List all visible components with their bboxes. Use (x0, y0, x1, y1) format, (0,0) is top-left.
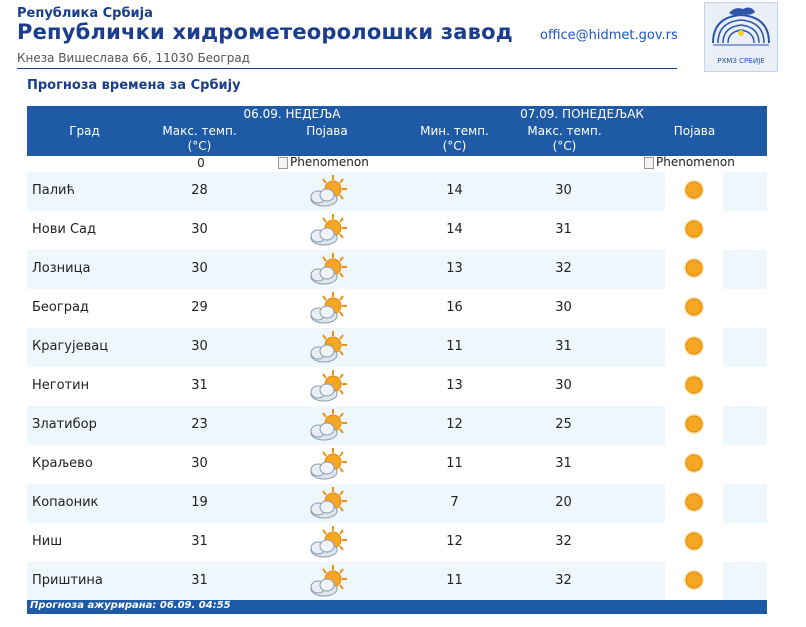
city-name: Златибор (32, 417, 97, 432)
min-temp-day2: 11 (446, 339, 463, 354)
partly-cloudy-icon (307, 524, 349, 560)
city-name: Краљево (32, 456, 93, 471)
sunny-icon (682, 178, 706, 202)
col-header-phenomenon-day1: Појава (306, 124, 348, 138)
partly-cloudy-icon (307, 446, 349, 482)
partly-cloudy-icon (307, 251, 349, 287)
broken-image-alt: Phenomenon (656, 155, 735, 169)
table-row (27, 406, 767, 445)
partly-cloudy-icon (307, 407, 349, 443)
max-temp-day1: 30 (191, 456, 208, 471)
partly-cloudy-icon (307, 329, 349, 365)
min-temp-day2: 16 (446, 300, 463, 315)
col-header-max-temp-day2: Макс. темп. (°C) (527, 124, 602, 153)
sunny-icon (682, 373, 706, 397)
forecast-table (27, 106, 767, 601)
table-row (27, 289, 767, 328)
table-body (27, 172, 767, 601)
max-temp-day1: 30 (191, 339, 208, 354)
page-title: Прогноза времена за Србију (27, 78, 241, 93)
svg-text:РХМЗ СРБИЈЕ: РХМЗ СРБИЈЕ (717, 57, 765, 65)
sunny-icon (682, 451, 706, 475)
max-temp-day2: 31 (555, 456, 572, 471)
max-temp-day1: 31 (191, 378, 208, 393)
min-temp-day2: 14 (446, 222, 463, 237)
update-footer (27, 600, 767, 614)
sunny-icon (682, 412, 706, 436)
col-header-city: Град (69, 124, 100, 138)
city-name: Копаоник (32, 495, 99, 510)
sunny-icon (682, 568, 706, 592)
city-name: Нови Сад (32, 222, 97, 237)
max-temp-day2: 32 (555, 573, 572, 588)
institute-name[interactable]: Републички хидрометеоролошки завод (17, 20, 513, 44)
city-name: Палић (32, 183, 75, 198)
max-temp-day1: 29 (191, 300, 208, 315)
broken-image-day2 (644, 155, 735, 169)
partly-cloudy-icon (307, 485, 349, 521)
max-temp-day1: 23 (191, 417, 208, 432)
address-text: Кнеза Вишеслава 66, 11030 Београд (17, 51, 250, 65)
col-header-phenomenon-day2: Појава (673, 124, 716, 138)
table-row (27, 523, 767, 562)
min-temp-day2: 14 (446, 183, 463, 198)
max-temp-day2: 30 (555, 300, 572, 315)
table-row (27, 445, 767, 484)
sunny-icon (682, 295, 706, 319)
partly-cloudy-icon (307, 563, 349, 599)
max-temp-day1: 30 (191, 222, 208, 237)
table-row (27, 250, 767, 289)
partly-cloudy-icon (307, 173, 349, 209)
max-temp-day1: 31 (191, 573, 208, 588)
date-header-day1: 06.09. НЕДЕЉА (243, 107, 341, 121)
broken-image-icon (278, 157, 288, 169)
city-name: Лозница (32, 261, 91, 276)
table-row (27, 562, 767, 601)
table-row (27, 172, 767, 211)
city-name: Ниш (32, 534, 63, 549)
max-temp-day1: 28 (191, 183, 208, 198)
sunny-icon (682, 217, 706, 241)
sunny-icon (682, 529, 706, 553)
sunny-icon (682, 334, 706, 358)
col-header-min-temp-day2: Мин. темп. (°C) (420, 124, 489, 153)
partly-cloudy-icon (307, 368, 349, 404)
table-row (27, 367, 767, 406)
table-row (27, 484, 767, 523)
update-text: Прогноза ажурирана: 06.09. 04:55 (30, 600, 231, 611)
max-temp-day2: 25 (555, 417, 572, 432)
min-temp-day2: 11 (446, 456, 463, 471)
min-temp-day2: 13 (446, 261, 463, 276)
table-row (27, 328, 767, 367)
city-name: Крагујевац (32, 339, 109, 354)
max-temp-day2: 30 (555, 183, 572, 198)
min-temp-day2: 12 (446, 534, 463, 549)
sunny-icon (682, 256, 706, 280)
sunny-icon (682, 490, 706, 514)
city-name: Приштина (32, 573, 103, 588)
email-link[interactable]: office@hidmet.gov.rs (540, 28, 678, 43)
date-header-day2: 07.09. ПОНЕДЕЉАК (520, 107, 644, 121)
max-temp-day2: 20 (555, 495, 572, 510)
header-divider (17, 68, 677, 69)
max-temp-day2: 30 (555, 378, 572, 393)
republic-label: Република Србија (17, 6, 153, 21)
aux-row (27, 156, 767, 172)
table-row (27, 211, 767, 250)
city-name: Београд (32, 300, 89, 315)
min-temp-day2: 13 (446, 378, 463, 393)
table-header (27, 106, 767, 156)
aux-zero-value: 0 (197, 156, 205, 170)
min-temp-day2: 12 (446, 417, 463, 432)
max-temp-day2: 31 (555, 222, 572, 237)
broken-image-icon (644, 157, 654, 169)
max-temp-day1: 31 (191, 534, 208, 549)
partly-cloudy-icon (307, 290, 349, 326)
max-temp-day2: 32 (555, 534, 572, 549)
min-temp-day2: 7 (450, 495, 459, 510)
max-temp-day2: 32 (555, 261, 572, 276)
city-name: Неготин (32, 378, 90, 393)
broken-image-alt: Phenomenon (290, 155, 369, 169)
max-temp-day2: 31 (555, 339, 572, 354)
broken-image-day1 (278, 155, 369, 169)
max-temp-day1: 30 (191, 261, 208, 276)
rhmz-logo-icon[interactable] (704, 2, 778, 72)
min-temp-day2: 11 (446, 573, 463, 588)
col-header-max-temp-day1: Макс. темп. (°C) (162, 124, 237, 153)
site-header (0, 0, 806, 72)
partly-cloudy-icon (307, 212, 349, 248)
max-temp-day1: 19 (191, 495, 208, 510)
